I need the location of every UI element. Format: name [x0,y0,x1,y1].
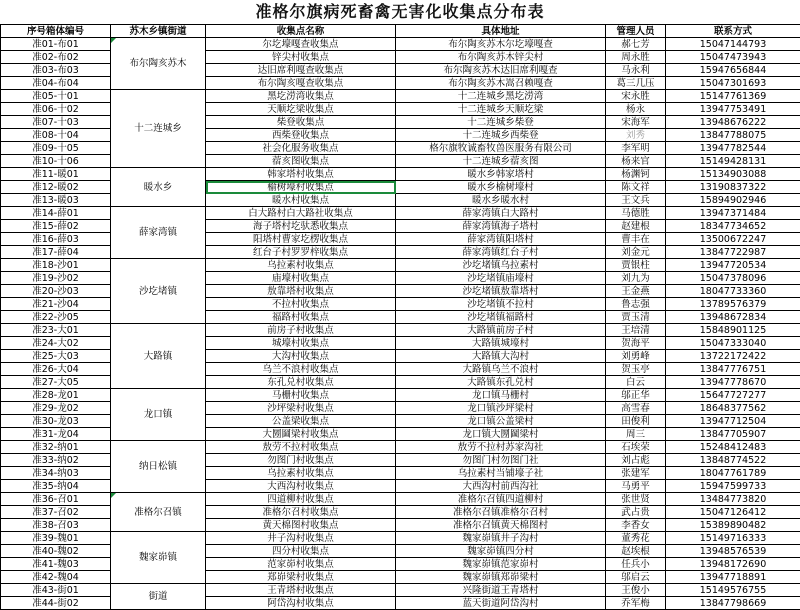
cell-town[interactable]: 大路镇 [111,324,206,389]
cell-phone[interactable]: 15047333040 [666,337,800,350]
cell-address[interactable]: 魏家峁镇四分村 [396,545,606,558]
cell-manager[interactable]: 马勇平 [606,480,666,493]
cell-serial[interactable]: 准18-沙01 [1,259,111,272]
cell-serial[interactable]: 准31-龙04 [1,428,111,441]
cell-manager[interactable]: 张世贤 [606,493,666,506]
cell-point-name[interactable]: 井子沟村收集点 [206,532,396,545]
cell-point-name[interactable]: 乌拉素村收集点 [206,467,396,480]
cell-phone[interactable]: 15848901125 [666,324,800,337]
cell-phone[interactable]: 13947753491 [666,103,800,116]
cell-phone[interactable]: 15134903088 [666,168,800,181]
cell-point-name[interactable]: 阳塔村曹家圪楞收集点 [206,233,396,246]
cell-serial[interactable]: 准20-沙03 [1,285,111,298]
cell-address[interactable]: 暖水乡韩家塔村 [396,168,606,181]
cell-address[interactable]: 十二连城乡天顺圪梁 [396,103,606,116]
cell-phone[interactable]: 13948676222 [666,116,800,129]
cell-serial[interactable]: 准42-魏04 [1,571,111,584]
cell-serial[interactable]: 准27-大05 [1,376,111,389]
cell-address[interactable]: 龙口镇公盖梁村 [396,415,606,428]
cell-address[interactable]: 乌拉素村当铺壕子社 [396,467,606,480]
table-row [1,389,800,402]
cell-serial[interactable]: 准02-布02 [1,51,111,64]
cell-manager[interactable]: 李军明 [606,142,666,155]
cell-phone[interactable]: 15647727277 [666,389,800,402]
cell-address[interactable]: 沙圪堵镇庙壕村 [396,272,606,285]
cell-serial[interactable]: 准37-召02 [1,506,111,519]
cell-manager[interactable]: 马德胜 [606,207,666,220]
table-row [1,493,800,506]
cell-manager[interactable]: 贾玉清 [606,311,666,324]
cell-point-name[interactable]: 马栅村收集点 [206,389,396,402]
cell-serial[interactable]: 准04-布04 [1,77,111,90]
sheet-title: 准格尔旗病死畜禽无害化收集点分布表 [0,0,800,24]
cell-phone[interactable]: 13722172422 [666,350,800,363]
cell-serial[interactable]: 准11-暖01 [1,168,111,181]
cell-point-name[interactable]: 准格尔召村收集点 [206,506,396,519]
cell-point-name[interactable]: 前房子村收集点 [206,324,396,337]
cell-phone[interactable]: 18648377562 [666,402,800,415]
cell-manager[interactable]: 刘勇峰 [606,350,666,363]
cell-serial[interactable]: 准22-沙05 [1,311,111,324]
cell-point-name[interactable]: 敖劳不拉村收集点 [206,441,396,454]
cell-address[interactable]: 大西沟村前西沟社 [396,480,606,493]
cell-town[interactable]: 十二连城乡 [111,90,206,168]
cell-serial[interactable]: 准19-沙02 [1,272,111,285]
cell-manager[interactable]: 乔军梅 [606,597,666,610]
cell-address[interactable]: 龙口镇大圐圙梁村 [396,428,606,441]
cell-address[interactable]: 大路镇乌兰不浪村 [396,363,606,376]
cell-manager[interactable]: 鲁志强 [606,298,666,311]
cell-address[interactable]: 薛家湾镇白大路村 [396,207,606,220]
cell-manager[interactable]: 王培清 [606,324,666,337]
cell-town[interactable]: 沙圪堵镇 [111,259,206,324]
cell-address[interactable]: 勿图门村勿图门社 [396,454,606,467]
cell-serial[interactable]: 准28-龙01 [1,389,111,402]
cell-phone[interactable]: 13847776751 [666,363,800,376]
cell-point-name[interactable]: 榆树壕村收集点 [206,181,396,194]
table-row [1,207,800,220]
cell-point-name[interactable]: 大圐圙梁村收集点 [206,428,396,441]
cell-manager[interactable]: 杨永 [606,103,666,116]
cell-point-name[interactable]: 锌尖村收集点 [206,51,396,64]
cell-serial[interactable]: 准03-布03 [1,64,111,77]
cell-address[interactable]: 魏家峁镇郑峁梁村 [396,571,606,584]
cell-address[interactable]: 大路镇前房子村 [396,324,606,337]
cell-address[interactable]: 十二连城乡柴登 [396,116,606,129]
cell-manager[interactable]: 杨来官 [606,155,666,168]
cell-manager[interactable]: 刘秀 [606,129,666,142]
cell-phone[interactable]: 18347734652 [666,220,800,233]
header-serial[interactable]: 序号箱体编号 [1,25,111,38]
cell-manager[interactable]: 周三 [606,428,666,441]
cell-manager[interactable]: 白云 [606,376,666,389]
table-row [1,441,800,454]
cell-phone[interactable]: 15047301693 [666,77,800,90]
cell-point-name[interactable]: 大沟村收集点 [206,350,396,363]
cell-phone[interactable]: 18047733360 [666,285,800,298]
cell-point-name[interactable]: 沙坪梁村收集点 [206,402,396,415]
cell-phone[interactable]: 13847798669 [666,597,800,610]
cell-address[interactable]: 沙圪堵镇敖靠塔村 [396,285,606,298]
cell-address[interactable]: 十二连城乡蓿亥图 [396,155,606,168]
cell-serial[interactable]: 准06-十02 [1,103,111,116]
cell-address[interactable]: 暖水乡暖水村 [396,194,606,207]
cell-manager[interactable]: 周永胜 [606,51,666,64]
cell-address[interactable]: 沙圪堵镇不拉村 [396,298,606,311]
cell-phone[interactable]: 15947656844 [666,64,800,77]
cell-serial[interactable]: 准30-龙03 [1,415,111,428]
cell-point-name[interactable]: 不拉村收集点 [206,298,396,311]
cell-serial[interactable]: 准16-薛03 [1,233,111,246]
cell-address[interactable]: 布尔陶亥苏木达旧席利嘎查 [396,64,606,77]
cell-phone[interactable]: 15149576755 [666,584,800,597]
cell-address[interactable]: 布尔陶亥苏木嵩召赖嘎查 [396,77,606,90]
cell-point-name[interactable]: 阿岱沟村收集点 [206,597,396,610]
cell-address[interactable]: 十二连城乡黑圪涝湾 [396,90,606,103]
cell-serial[interactable]: 准12-暖02 [1,181,111,194]
cell-point-name[interactable]: 海子塔村圪驮悉收集点 [206,220,396,233]
cell-phone[interactable]: 15149716333 [666,532,800,545]
cell-phone[interactable]: 13947782544 [666,142,800,155]
cell-manager[interactable]: 赵建根 [606,220,666,233]
collection-point-table [0,24,800,610]
cell-manager[interactable]: 刘金元 [606,246,666,259]
cell-serial[interactable]: 准14-薛01 [1,207,111,220]
cell-address[interactable]: 格尔旗牧诚畜牧兽医服务有限公司 [396,142,606,155]
cell-manager[interactable]: 田俊利 [606,415,666,428]
cell-point-name[interactable]: 敖靠塔村收集点 [206,285,396,298]
cell-phone[interactable]: 15248412483 [666,441,800,454]
cell-address[interactable]: 蓝天街道阿岱沟村 [396,597,606,610]
cell-address[interactable]: 准格尔召镇黄天棉图村 [396,519,606,532]
cell-phone[interactable]: 18047761789 [666,467,800,480]
cell-serial[interactable]: 准40-魏02 [1,545,111,558]
cell-manager[interactable]: 武占贵 [606,506,666,519]
cell-town[interactable]: 纳日松镇 [111,441,206,493]
table-row [1,259,800,272]
cell-phone[interactable]: 15047473943 [666,51,800,64]
cell-address[interactable]: 准格尔召镇准格尔召村 [396,506,606,519]
cell-manager[interactable]: 任兵小 [606,558,666,571]
cell-serial[interactable]: 准17-薛04 [1,246,111,259]
table-row [1,38,800,51]
cell-phone[interactable]: 13847722987 [666,246,800,259]
cell-phone[interactable]: 13947720534 [666,259,800,272]
cell-town[interactable]: 街道 [111,584,206,610]
table-row [1,532,800,545]
cell-manager[interactable]: 邬启云 [606,571,666,584]
cell-point-name[interactable]: 黑圪涝湾收集点 [206,90,396,103]
cell-phone[interactable]: 13948576539 [666,545,800,558]
cell-phone[interactable]: 15047144793 [666,38,800,51]
cell-phone[interactable]: 15894902946 [666,194,800,207]
cell-manager[interactable]: 王金燕 [606,285,666,298]
cell-address[interactable]: 暖水乡榆树壕村 [396,181,606,194]
cell-serial[interactable]: 准26-大04 [1,363,111,376]
cell-serial[interactable]: 准10-十06 [1,155,111,168]
cell-point-name[interactable]: 西柴登收集点 [206,129,396,142]
cell-point-name[interactable]: 白大路村白大路社收集点 [206,207,396,220]
header-row [1,25,800,38]
header-manager[interactable]: 管理人员 [606,25,666,38]
cell-point-name[interactable]: 暖水村收集点 [206,194,396,207]
cell-serial[interactable]: 准05-十01 [1,90,111,103]
cell-town[interactable]: 准格尔召镇 [111,493,206,532]
cell-phone[interactable]: 13789576379 [666,298,800,311]
cell-manager[interactable]: 张建军 [606,467,666,480]
cell-point-name[interactable]: 韩家塔村收集点 [206,168,396,181]
cell-town[interactable]: 薛家湾镇 [111,207,206,259]
cell-phone[interactable]: 13484773820 [666,493,800,506]
cell-manager[interactable]: 王文兵 [606,194,666,207]
cell-address[interactable]: 沙圪堵镇福路村 [396,311,606,324]
cell-serial[interactable]: 准25-大03 [1,350,111,363]
cell-serial[interactable]: 准08-十04 [1,129,111,142]
cell-town[interactable]: 布尔陶亥苏木 [111,38,206,90]
cell-manager[interactable]: 郝七芳 [606,38,666,51]
cell-serial[interactable]: 准35-纳04 [1,480,111,493]
cell-phone[interactable]: 13500672247 [666,233,800,246]
cell-serial[interactable]: 准38-召03 [1,519,111,532]
cell-point-name[interactable]: 乌兰不浪村收集点 [206,363,396,376]
cell-serial[interactable]: 准15-薛02 [1,220,111,233]
cell-phone[interactable]: 13847705907 [666,428,800,441]
cell-manager[interactable]: 宋永胜 [606,90,666,103]
table-row [1,584,800,597]
cell-point-name[interactable]: 王青塔村收集点 [206,584,396,597]
cell-point-name[interactable]: 四道柳村收集点 [206,493,396,506]
cell-phone[interactable]: 13947371484 [666,207,800,220]
cell-manager[interactable]: 马永利 [606,64,666,77]
cell-manager[interactable]: 陈文祥 [606,181,666,194]
cell-serial[interactable]: 准24-大02 [1,337,111,350]
cell-point-name[interactable]: 达旧席利嘎查收集点 [206,64,396,77]
cell-town[interactable]: 魏家峁镇 [111,532,206,584]
header-phone[interactable]: 联系方式 [666,25,800,38]
cell-manager[interactable]: 宋海军 [606,116,666,129]
cell-serial[interactable]: 准41-魏03 [1,558,111,571]
cell-manager[interactable]: 邬正华 [606,389,666,402]
cell-address[interactable]: 大路镇大沟村 [396,350,606,363]
table-row [1,324,800,337]
cell-phone[interactable]: 13848774522 [666,454,800,467]
cell-manager[interactable]: 高雪春 [606,402,666,415]
cell-address[interactable]: 龙口镇马栅村 [396,389,606,402]
cell-address[interactable]: 敖劳不拉村苏家沟社 [396,441,606,454]
cell-manager[interactable]: 董秀花 [606,532,666,545]
header-address[interactable]: 具体地址 [396,25,606,38]
cell-address[interactable]: 布尔陶亥苏木尔圪壕嘎查 [396,38,606,51]
header-town[interactable]: 苏木乡镇街道 [111,25,206,38]
cell-address[interactable]: 魏家峁镇范家峁村 [396,558,606,571]
cell-point-name[interactable]: 社会化服务收集点 [206,142,396,155]
cell-serial[interactable]: 准09-十05 [1,142,111,155]
cell-address[interactable]: 兴隆街道王青塔村 [396,584,606,597]
cell-manager[interactable]: 曹丰在 [606,233,666,246]
cell-point-name[interactable]: 黄天棉图村收集点 [206,519,396,532]
cell-phone[interactable]: 15147761369 [666,90,800,103]
cell-serial[interactable]: 准34-纳03 [1,467,111,480]
cell-town[interactable]: 龙口镇 [111,389,206,441]
cell-manager[interactable]: 石埃荣 [606,441,666,454]
cell-address[interactable]: 十二连城乡西柴登 [396,129,606,142]
cell-address[interactable]: 薛家湾镇海子塔村 [396,220,606,233]
cell-point-name[interactable]: 乌拉素村收集点 [206,259,396,272]
table-row [1,168,800,181]
cell-manager[interactable]: 刘九为 [606,272,666,285]
cell-phone[interactable]: 15389890482 [666,519,800,532]
cell-manager[interactable]: 杨渊钶 [606,168,666,181]
cell-phone[interactable]: 15047378096 [666,272,800,285]
header-point-name[interactable]: 收集点名称 [206,25,396,38]
cell-point-name[interactable]: 天顺圪梁收集点 [206,103,396,116]
cell-manager[interactable]: 贾银柱 [606,259,666,272]
cell-point-name[interactable]: 勿图门村收集点 [206,454,396,467]
cell-serial[interactable]: 准21-沙04 [1,298,111,311]
cell-phone[interactable]: 13948672834 [666,311,800,324]
cell-point-name[interactable]: 红台子村罗罗梓收集点 [206,246,396,259]
table-row [1,90,800,103]
cell-point-name[interactable]: 福路村收集点 [206,311,396,324]
cell-point-name[interactable]: 郑峁梁村收集点 [206,571,396,584]
cell-address[interactable]: 龙口镇沙坪梁村 [396,402,606,415]
cell-serial[interactable]: 准43-街01 [1,584,111,597]
cell-serial[interactable]: 准44-街02 [1,597,111,610]
cell-serial[interactable]: 准07-十03 [1,116,111,129]
cell-point-name[interactable]: 尔圪壕嘎查收集点 [206,38,396,51]
cell-point-name[interactable]: 范家峁村收集点 [206,558,396,571]
cell-point-name[interactable]: 四分村收集点 [206,545,396,558]
cell-address[interactable]: 魏家峁镇井子沟村 [396,532,606,545]
cell-point-name[interactable]: 城壕村收集点 [206,337,396,350]
cell-point-name[interactable]: 大西沟村收集点 [206,480,396,493]
cell-point-name[interactable]: 布尔陶亥嘎查收集点 [206,77,396,90]
cell-manager[interactable]: 刘占彪 [606,454,666,467]
cell-address[interactable]: 沙圪堵镇乌拉素村 [396,259,606,272]
cell-phone[interactable]: 13847788075 [666,129,800,142]
cell-address[interactable]: 布尔陶亥苏木锌尖村 [396,51,606,64]
cell-phone[interactable]: 15047126412 [666,506,800,519]
cell-serial[interactable]: 准36-召01 [1,493,111,506]
table-body [1,38,800,610]
cell-manager[interactable]: 葛三几压 [606,77,666,90]
cell-address[interactable]: 大路镇东孔兑村 [396,376,606,389]
cell-point-name[interactable]: 公盖梁收集点 [206,415,396,428]
cell-town[interactable]: 暖水乡 [111,168,206,207]
cell-phone[interactable]: 13948172690 [666,558,800,571]
cell-serial[interactable]: 准23-大01 [1,324,111,337]
cell-manager[interactable]: 王俊小 [606,584,666,597]
cell-phone[interactable]: 15947599733 [666,480,800,493]
cell-phone[interactable]: 13190837322 [666,181,800,194]
cell-address[interactable]: 薛家湾镇红台子村 [396,246,606,259]
cell-point-name[interactable]: 东孔兑村收集点 [206,376,396,389]
cell-point-name[interactable]: 蓿亥图收集点 [206,155,396,168]
cell-phone[interactable]: 13947718891 [666,571,800,584]
cell-serial[interactable]: 准01-布01 [1,38,111,51]
cell-manager[interactable]: 贺海平 [606,337,666,350]
cell-phone[interactable]: 13947778670 [666,376,800,389]
cell-address[interactable]: 准格尔召镇四道柳村 [396,493,606,506]
cell-point-name[interactable]: 柴登收集点 [206,116,396,129]
cell-manager[interactable]: 李香女 [606,519,666,532]
cell-address[interactable]: 薛家湾镇阳塔村 [396,233,606,246]
cell-serial[interactable]: 准32-纳01 [1,441,111,454]
cell-manager[interactable]: 贺玉亭 [606,363,666,376]
cell-serial[interactable]: 准39-魏01 [1,532,111,545]
cell-phone[interactable]: 15149428131 [666,155,800,168]
cell-address[interactable]: 大路镇城壕村 [396,337,606,350]
cell-manager[interactable]: 赵埃根 [606,545,666,558]
cell-serial[interactable]: 准33-纳02 [1,454,111,467]
cell-serial[interactable]: 准13-暖03 [1,194,111,207]
cell-serial[interactable]: 准29-龙02 [1,402,111,415]
cell-point-name[interactable]: 庙壕村收集点 [206,272,396,285]
cell-phone[interactable]: 13947712504 [666,415,800,428]
